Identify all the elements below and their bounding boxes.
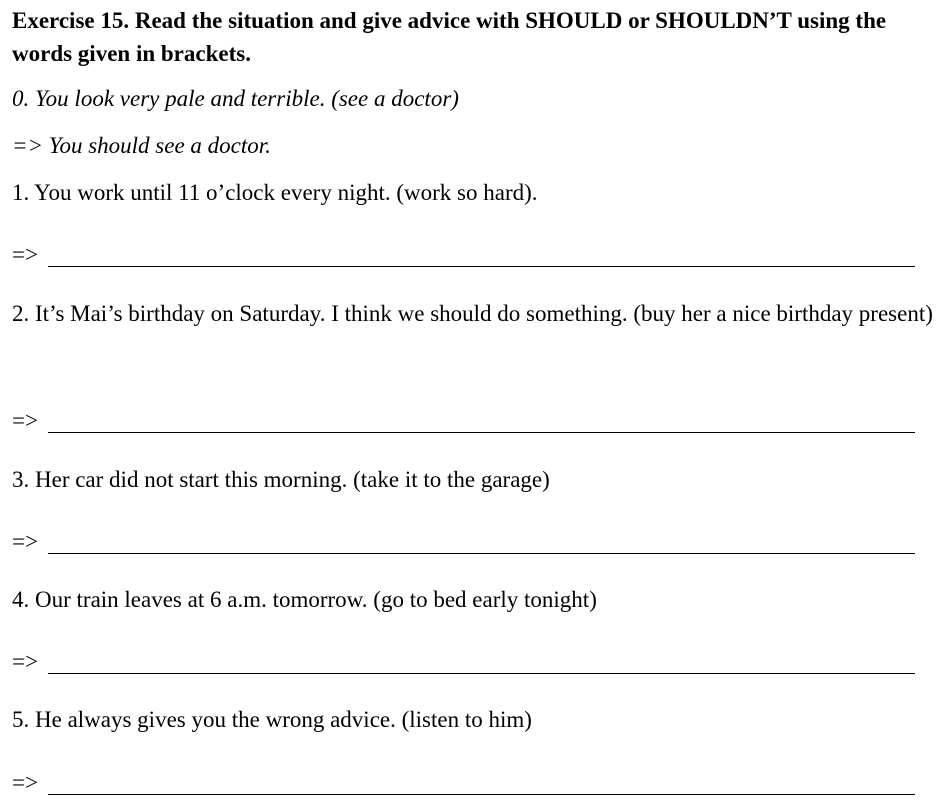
- question-3-text: 3. Her car did not start this morning. (take it to the garage): [12, 467, 550, 492]
- answer-line-4[interactable]: [12, 647, 915, 677]
- answer-blank[interactable]: [48, 432, 915, 433]
- answer-line-5[interactable]: [12, 768, 915, 798]
- question-1-text: 1. You work until 11 o’clock every night. (work so hard).: [12, 180, 538, 205]
- answer-line-2[interactable]: [12, 406, 915, 436]
- answer-blank[interactable]: [48, 553, 915, 554]
- answer-arrow: =>: [12, 408, 38, 433]
- answer-arrow: =>: [12, 242, 38, 267]
- question-5-text: 5. He always gives you the wrong advice. (listen to him): [12, 707, 532, 732]
- answer-arrow: =>: [12, 649, 38, 674]
- example-prompt: 0. You look very pale and terrible. (see a doctor): [12, 86, 459, 111]
- answer-blank[interactable]: [48, 266, 915, 267]
- answer-line-3[interactable]: [12, 527, 915, 557]
- answer-line-1[interactable]: [12, 240, 915, 270]
- answer-arrow: =>: [12, 529, 38, 554]
- question-4-text: 4. Our train leaves at 6 a.m. tomorrow. (go to bed early tonight): [12, 587, 597, 612]
- answer-blank[interactable]: [48, 794, 915, 795]
- exercise-title: Exercise 15. Read the situation and give advice with SHOULD or SHOULDN’T using the words given in brackets.: [12, 8, 887, 66]
- question-2-text: 2. It’s Mai’s birthday on Saturday. I think we should do something. (buy her a nice birthday present): [12, 301, 933, 326]
- example-answer: => You should see a doctor.: [12, 133, 271, 158]
- answer-arrow: =>: [12, 770, 38, 795]
- answer-blank[interactable]: [48, 673, 915, 674]
